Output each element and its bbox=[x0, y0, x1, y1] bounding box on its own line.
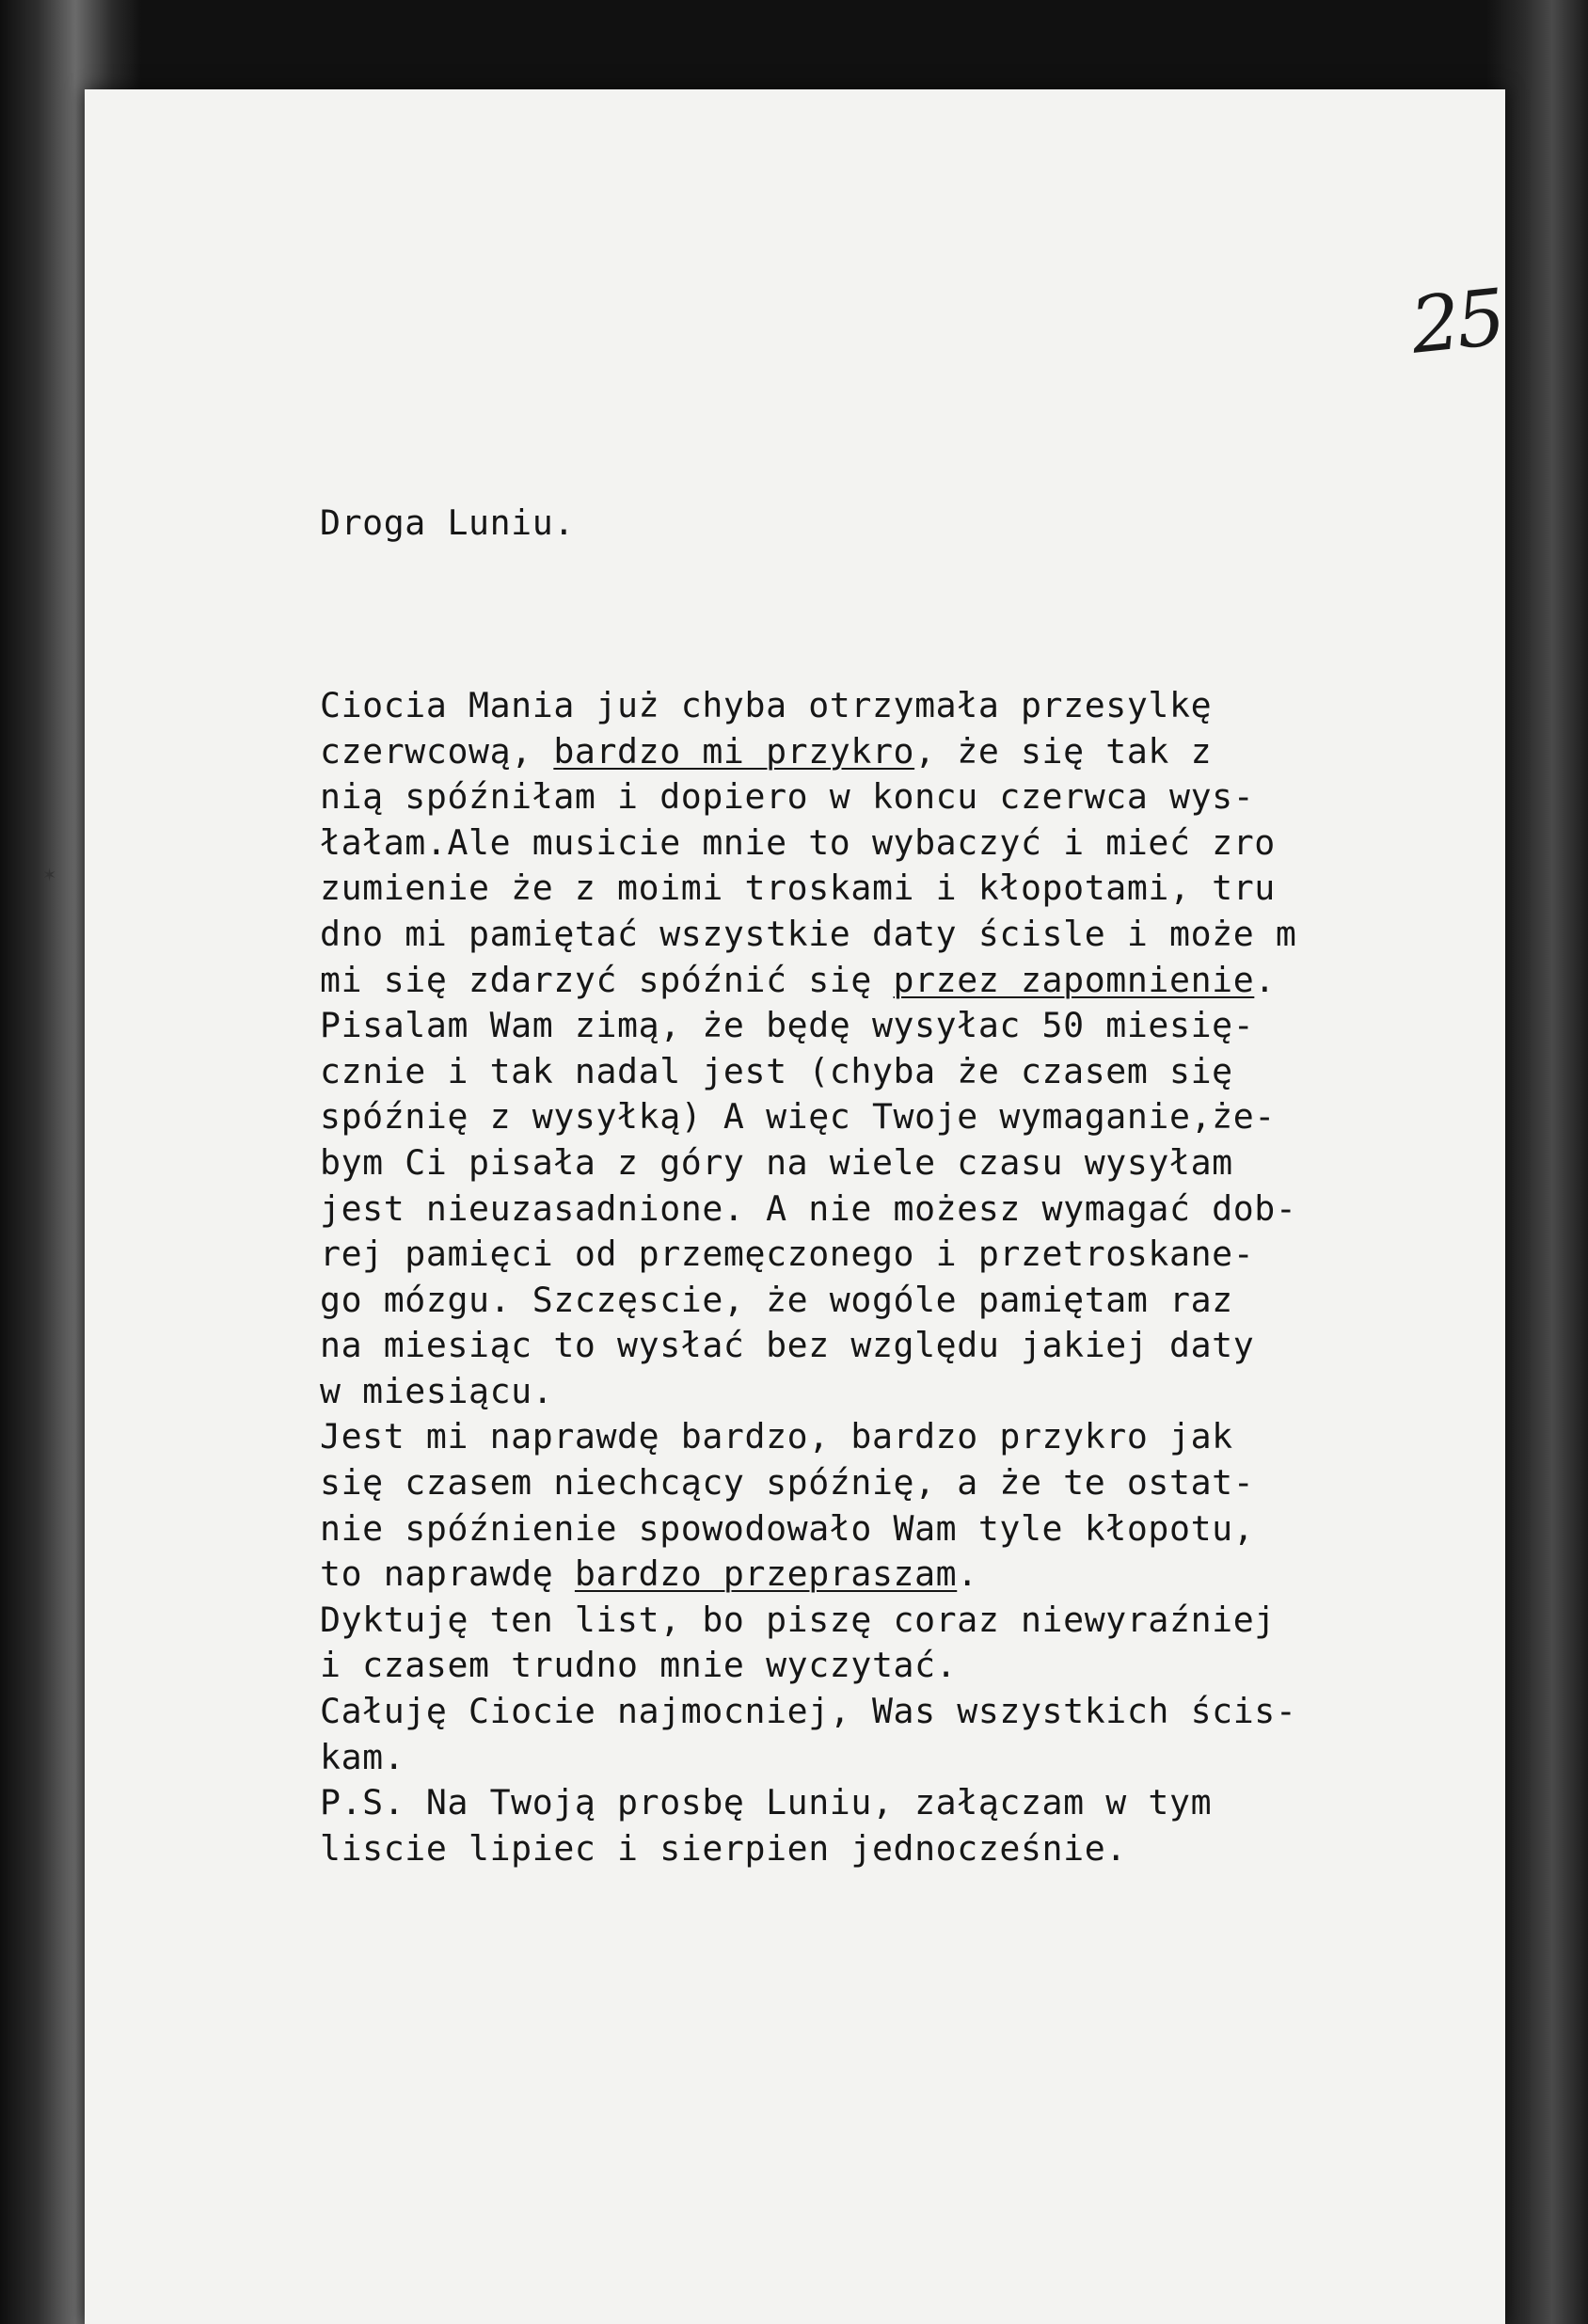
line-text: zumienie że z moimi troskami i kłopotami, tru bbox=[320, 868, 1276, 909]
letter-body bbox=[320, 683, 1515, 1871]
line-text: w miesiącu. bbox=[320, 1370, 554, 1411]
line-text: go mózgu. Szczęscie, że wogóle pamiętam raz bbox=[320, 1279, 1233, 1320]
line-text: mi się zdarzyć spóźnić się bbox=[320, 959, 894, 1000]
letter-line bbox=[320, 1460, 1515, 1506]
letter-line bbox=[320, 729, 1515, 775]
line-text: się czasem niechcący spóźnię, a że te ostat- bbox=[320, 1462, 1255, 1504]
letter-line bbox=[320, 1780, 1515, 1826]
letter-line bbox=[320, 1598, 1515, 1644]
underlined-phrase: bardzo mi przykro bbox=[553, 730, 915, 772]
letter-line bbox=[320, 1414, 1515, 1460]
line-text: jest nieuzasadnione. A nie możesz wymagać dob- bbox=[320, 1187, 1297, 1229]
letter-line bbox=[320, 1369, 1515, 1415]
line-text: P.S. Na Twoją prosbę Luniu, załączam w tym bbox=[320, 1782, 1213, 1823]
letter-line bbox=[320, 958, 1515, 1004]
letter-line bbox=[320, 866, 1515, 912]
letter-line bbox=[320, 1232, 1515, 1278]
letter-line bbox=[320, 1094, 1515, 1140]
letter-line bbox=[320, 1735, 1515, 1781]
letter-line bbox=[320, 820, 1515, 867]
line-text: i czasem trudno mnie wyczytać. bbox=[320, 1645, 958, 1686]
letter-greeting: Droga Luniu. bbox=[320, 502, 575, 544]
line-text: na miesiąc to wysłać bez względu jakiej daty bbox=[320, 1325, 1255, 1366]
letter-line bbox=[320, 774, 1515, 820]
underlined-phrase: bardzo przepraszam bbox=[574, 1553, 958, 1595]
typed-letter bbox=[320, 409, 1515, 1964]
letter-line bbox=[320, 1186, 1515, 1233]
line-text: liscie lipiec i sierpien jednocześnie. bbox=[320, 1827, 1127, 1869]
underlined-phrase: przez zapomnienie bbox=[893, 959, 1255, 1000]
line-text: Ciocia Mania już chyba otrzymała przesylkę bbox=[320, 684, 1213, 725]
line-text: czerwcową, bbox=[320, 730, 554, 772]
line-text: . bbox=[957, 1553, 978, 1595]
line-text: dno mi pamiętać wszystkie daty ścisle i może m bbox=[320, 913, 1297, 954]
line-text: . bbox=[1254, 959, 1276, 1000]
line-text: Jest mi naprawdę bardzo, bardzo przykro jak bbox=[320, 1416, 1233, 1457]
line-text: , że się tak z bbox=[914, 730, 1213, 772]
line-text: Całuję Ciocie najmocniej, Was wszystkich ścis- bbox=[320, 1691, 1297, 1732]
letter-line bbox=[320, 1552, 1515, 1598]
letter-line bbox=[320, 1689, 1515, 1735]
line-text: bym Ci pisała z góry na wiele czasu wysyłam bbox=[320, 1141, 1233, 1183]
line-text: Dyktuję ten list, bo piszę coraz niewyraźniej bbox=[320, 1599, 1276, 1640]
handwritten-page-number: 25 bbox=[1406, 273, 1507, 372]
line-text: to naprawdę bbox=[320, 1553, 575, 1595]
line-text: kam. bbox=[320, 1736, 405, 1777]
letter-line bbox=[320, 1003, 1515, 1049]
letter-line bbox=[320, 1643, 1515, 1689]
letter-line bbox=[320, 1278, 1515, 1324]
line-text: nie spóźnienie spowodowało Wam tyle kłopotu, bbox=[320, 1507, 1255, 1549]
line-text: cznie i tak nadal jest (chyba że czasem się bbox=[320, 1050, 1233, 1091]
letter-line bbox=[320, 1140, 1515, 1186]
line-text: Pisalam Wam zimą, że będę wysyłac 50 miesię- bbox=[320, 1005, 1255, 1046]
line-text: rej pamięci od przemęczonego i przetroskane- bbox=[320, 1234, 1255, 1275]
letter-line bbox=[320, 1826, 1515, 1872]
letter-line bbox=[320, 912, 1515, 958]
line-text: nią spóźniłam i dopiero w koncu czerwca wys- bbox=[320, 776, 1255, 818]
letter-line bbox=[320, 1506, 1515, 1552]
letter-line bbox=[320, 1049, 1515, 1095]
letter-line bbox=[320, 1323, 1515, 1369]
line-text: łałam.Ale musicie mnie to wybaczyć i mieć zro bbox=[320, 821, 1276, 863]
scan-mark: ✶ bbox=[42, 866, 57, 885]
letter-line bbox=[320, 683, 1515, 729]
line-text: spóźnię z wysyłką) A więc Twoje wymaganie,że- bbox=[320, 1096, 1276, 1138]
